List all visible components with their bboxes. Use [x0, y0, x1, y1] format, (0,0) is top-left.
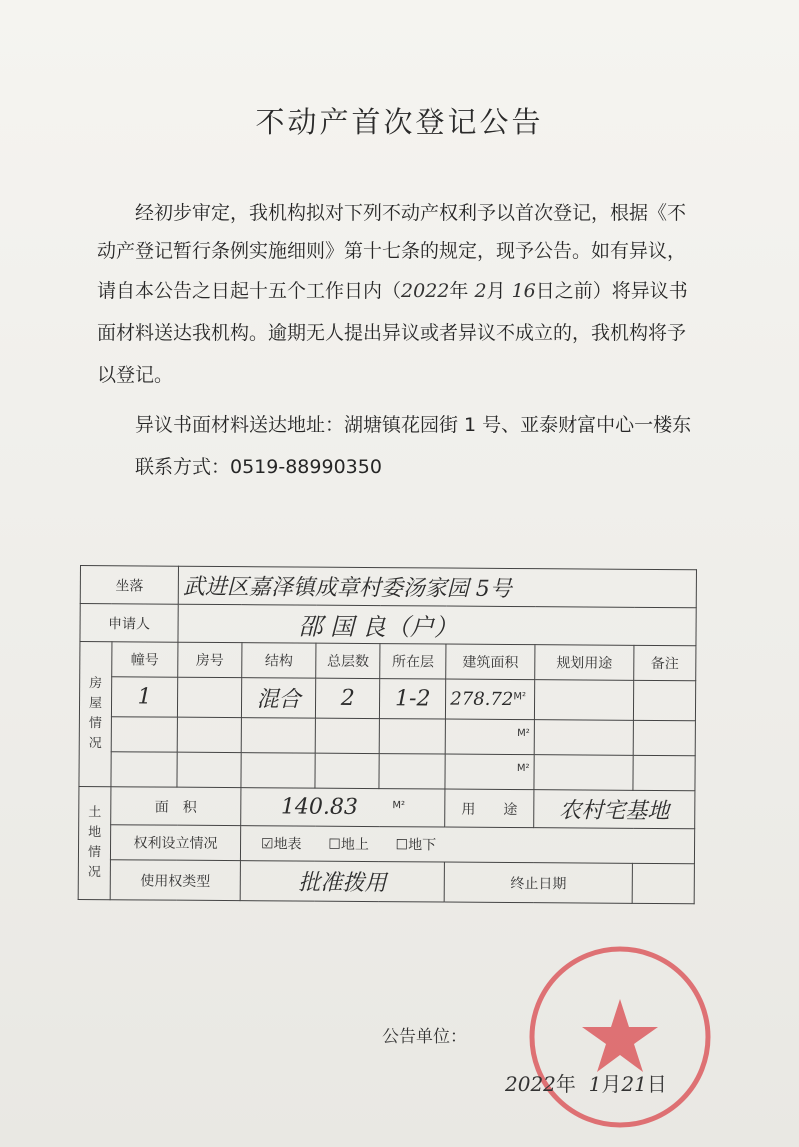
house-cell	[315, 718, 379, 753]
right-option-surface: ☑地表	[260, 836, 302, 853]
land-use-label: 用 途	[445, 789, 534, 828]
right-type-label: 权利设立情况	[110, 825, 240, 861]
hand-year: 2022	[401, 280, 450, 302]
body-line-3-pre: 请自本公告之日起十五个工作日内（	[97, 280, 402, 302]
house-cell	[633, 680, 695, 720]
body-line-1: 经初步审定，我机构拟对下列不动产权利予以首次登记，根据《不	[135, 202, 687, 224]
date-day-unit: 日	[646, 1072, 667, 1096]
house-cell	[633, 755, 695, 790]
right-option-below: ☐地下	[395, 837, 437, 854]
right-options	[240, 826, 694, 864]
contact-line: 联系方式：0519-88990350	[135, 456, 382, 478]
house-cell	[534, 680, 633, 721]
house-cell	[379, 754, 445, 789]
body-line-3	[97, 276, 688, 303]
location-value: 武进区嘉泽镇成章村委汤家园 5号	[178, 566, 696, 608]
year-unit: 年	[449, 280, 469, 302]
house-header-cell: 规划用途	[535, 645, 634, 681]
month-unit: 月	[486, 280, 506, 302]
property-table	[78, 565, 697, 904]
area-unit: M²	[516, 763, 530, 775]
house-cell	[315, 753, 379, 788]
address-line: 异议书面材料送达地址：湖塘镇花园街 1 号、亚泰财富中心一楼东	[135, 414, 692, 436]
house-cell	[111, 752, 177, 787]
house-area-value: 278.72	[450, 688, 514, 711]
end-date-label: 终止日期	[444, 862, 632, 903]
land-area-unit: M²	[392, 800, 406, 812]
house-cell: 混合	[241, 678, 316, 719]
hand-month: 2	[474, 280, 487, 302]
house-area-cell	[445, 719, 534, 755]
area-unit: M²	[513, 691, 527, 703]
official-seal	[520, 937, 720, 1137]
document-title: 不动产首次登记公告	[255, 105, 544, 139]
land-area-label: 面 积	[111, 787, 241, 826]
house-header-cell: 房号	[178, 642, 242, 677]
date-month-unit: 月	[601, 1072, 622, 1096]
house-cell	[111, 717, 177, 752]
body-line-5: 以登记。	[97, 364, 174, 386]
house-header-cell: 总层数	[316, 643, 380, 678]
date-day: 21	[621, 1072, 647, 1096]
house-area-cell	[446, 679, 535, 720]
house-side-label: 房屋情况	[79, 642, 112, 787]
land-side-label: 土地情况	[78, 786, 111, 899]
house-header-cell: 结构	[242, 643, 317, 679]
house-cell	[534, 720, 633, 756]
house-cell	[241, 753, 316, 789]
house-cell	[633, 720, 695, 755]
house-cell: 1	[111, 677, 177, 717]
date-month: 1	[588, 1072, 602, 1096]
location-label: 坐落	[80, 566, 178, 605]
end-date-value	[632, 863, 694, 903]
right-option-above: ☐地上	[328, 836, 369, 854]
body-line-4: 面材料送达我机构。逾期无人提出异议或者异议不成立的，我机构将予	[97, 322, 687, 344]
land-use-value: 农村宅基地	[534, 790, 695, 829]
house-cell	[177, 717, 241, 752]
publish-date	[505, 1068, 667, 1097]
body-line-3-post: 日之前）将异议书	[535, 280, 688, 302]
house-header-cell: 幢号	[112, 642, 178, 677]
house-cell: 1-2	[380, 679, 446, 719]
house-cell	[241, 718, 316, 754]
body-line-2: 动产登记暂行条例实施细则》第十七条的规定，现予公告。如有异议，	[97, 240, 687, 262]
publisher-label: 公告单位：	[382, 1027, 467, 1047]
house-cell	[379, 719, 445, 754]
use-type-value: 批准拨用	[240, 861, 445, 902]
house-cell	[177, 677, 241, 717]
use-type-label: 使用权类型	[110, 860, 240, 901]
area-unit: M²	[517, 728, 530, 740]
applicant-label: 申请人	[80, 604, 178, 643]
house-header-cell: 建筑面积	[446, 644, 535, 680]
date-year: 2022	[505, 1072, 556, 1096]
date-year-unit: 年	[555, 1072, 576, 1096]
hand-day: 16	[511, 280, 536, 302]
house-header-cell: 所在层	[380, 644, 446, 679]
house-header-cell: 备注	[634, 645, 696, 680]
house-cell	[534, 755, 633, 791]
applicant-value: 邵 国 良（户）	[178, 604, 696, 646]
house-cell	[177, 752, 241, 787]
land-area-value: 140.83	[280, 794, 358, 820]
house-cell: 2	[316, 678, 380, 718]
land-area-cell	[241, 788, 446, 827]
house-area-cell	[445, 754, 534, 790]
